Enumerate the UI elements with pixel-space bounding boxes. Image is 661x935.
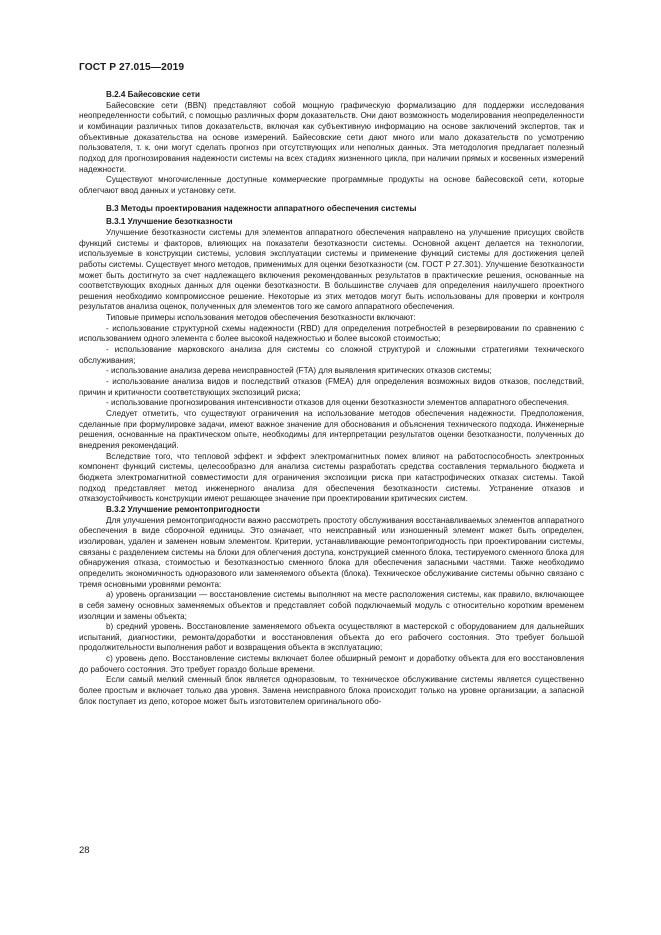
- section-heading: В.3 Методы проектирования надежности аппаратного обеспечения системы: [106, 203, 417, 213]
- paragraph: с) уровень депо. Восстановление системы включает более обширный ремонт и доработку объекта для его восстановления до рабочего состояния. Это требует гораздо больше времени.: [79, 654, 584, 674]
- paragraph: Следует отметить, что существуют ограничения на использование методов обеспечения надежности. Предположения, сделанные при формулировке задачи, имеют важное значение для обоснования и объяснения технического подхода. Инженерные решения, основанные на практическом опыте, необходимы для интерпретации результатов оценки безотказности, полученных до внедрения рекомендаций.: [79, 409, 584, 450]
- paragraph: Если самый мелкий сменный блок является одноразовым, то техническое обслуживание системы является существенно более простым и включает только два уровня. Замена неисправного блока происходит только на уровне организации, а запасной блок поступает из депо, которое может быть изготовителем оригинального обо-: [79, 675, 584, 706]
- standard-header: ГОСТ Р 27.015—2019: [79, 62, 185, 73]
- paragraph: Существуют многочисленные доступные коммерческие программные продукты на основе байесовской сети, которые облегчают ввод данных и установку сети.: [79, 175, 584, 195]
- subsection-heading: В.3.2 Улучшение ремонтопригодности: [106, 504, 260, 514]
- paragraph: а) уровень организации — восстановление системы выполняют на месте расположения системы, как правило, включающее в себя замену основных заменяемых объектов и представляет собой подключаемый модуль с относительно коротким временем изоляции и замены объекта;: [79, 590, 584, 621]
- paragraph: Вследствие того, что тепловой эффект и эффект электромагнитных помех влияют на работоспособность электронных компонент функций системы, целесообразно для анализа системы разработать средства составления термального бюджета и бюджета электромагнитной совместимости для ограничения экспозиции риска при катастрофических отказах системы. Такой подход представляет метод инженерного анализа для обеспечения безотказности системы. Устранение отказов и отказоустойчивость конструкции имеют решающее значение при проектировании критических систем.: [79, 451, 584, 504]
- paragraph: Типовые примеры использования методов обеспечения безотказности включают:: [106, 313, 416, 323]
- subsection-heading: В.3.1 Улучшение безотказности: [106, 217, 233, 227]
- paragraph: Для улучшения ремонтопригодности важно рассмотреть простоту обслуживания восстанавливаемых элементов аппаратного обеспечения в виде сборочной единицы. Это означает, что неисправный или изношенный элемент может быть определен, изолирован, удален и заменен новым элементом. Критерии, устанавливающие ремонтопригодность при проектировании системы, связаны с разделением системы на блоки для облегчения доступа, конструкцией сменного блока, тестируемого сменного блока для обнаружения отказа, стоимостью и безотказностью сменного блока для обеспечения запасными частями. Также необходимо определить экономичность одноразового или заменяемого объекта (блока). Техническое обслуживание системы обычно связано с тремя основными уровнями ремонта:: [79, 515, 584, 589]
- page-number: 28: [79, 845, 90, 856]
- paragraph: - использование марковского анализа для системы со сложной структурой и сложными стратегиями технического обслуживания;: [79, 345, 584, 365]
- paragraph: - использование структурной схемы надежности (RBD) для определения потребностей в резервировании по сравнению с использованием одного элемента с более высокой надежностью и более высокой стоимостью;: [79, 323, 584, 344]
- subsection-heading: В.2.4 Байесовские сети: [106, 90, 200, 99]
- paragraph: Улучшение безотказности системы для элементов аппаратного обеспечения направлено на улучшение присущих свойств функций системы и факторов, влияющих на показатели безотказности системы. Основной акцент делается на технологии, используемые в конструкции системы, условия эксплуатации системы и применение функций системы для достижения целей работы системы. Существует много методов, применимых для оценки безотказности (см. ГОСТ Р 27.301). Улучшение безотказности может быть достигнуто за счет надлежащего включения рекомендованных результатов в практические решения, основанные на соответствующих входных данных для оценки безотказности. В большинстве случаев для определения наилучшего проектного решения необходимо компромиссное решение. Некоторые из этих методов могут быть использованы для проверки и контроля результатов анализа оценок, полученных для элементов того же самого аппаратного обеспечения.: [79, 227, 584, 312]
- paragraph: Байесовские сети (BBN) представляют собой мощную графическую формализацию для поддержки исследования неопределенности событий, с помощью различных форм доказательств. Они дают возможность моделирования неопределенности и комбинации различных типов доказательств, включая как субъективную информацию на основе заключений экспертов, так и объективные доказательства на основе измерений. Байесовские сети дают много или мало доказательств по усмотрению пользователя, т. к. они могут сделать прогноз при отсутствующих или неполных данных. Эта методология предлагает полезный подход для прогнозирования надежности системы на всех стадиях жизненного цикла, при наличии прямых и косвенных измерений надежности.: [79, 100, 584, 174]
- paragraph: - использование анализа видов и последствий отказов (FMEA) для определения возможных видов отказов, последствий, причин и критичности соответствующих экспозиций риска;: [79, 377, 584, 397]
- paragraph: - использование анализа дерева неисправностей (FTA) для выявления критических отказов системы;: [106, 366, 492, 376]
- document-body: [79, 90, 584, 707]
- paragraph: b) средний уровень. Восстановление заменяемого объекта осуществляют в мастерской с оборудованием для дальнейших испытаний, диагностики, ремонта/доработки и восстановления объекта до его рабочего состояния. Это требует большой продолжительности выполнения работ и возвращения объекта в эксплуатацию;: [79, 622, 584, 653]
- paragraph: - использование прогнозирования интенсивности отказов для оценки безотказности элементов аппаратного обеспечения.: [106, 398, 570, 408]
